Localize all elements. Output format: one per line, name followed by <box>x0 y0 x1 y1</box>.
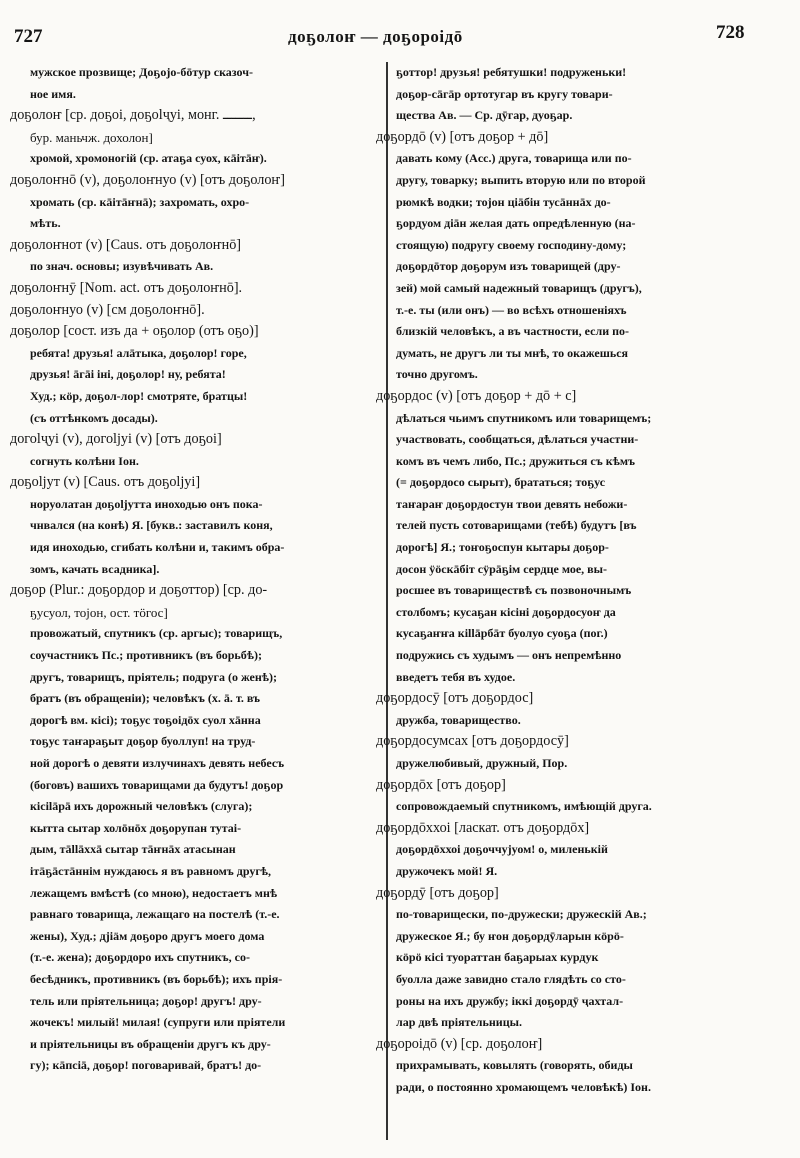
left-column <box>10 62 374 1077</box>
page-number-left: 727 <box>14 26 43 47</box>
text-line: согнуть колѣни Іон. <box>30 453 139 468</box>
headword-line: доҕолоҥнуо (v) [см доҕолоҥнō]. <box>10 301 205 318</box>
headword-line: доҕолоҥнō (v), доҕолоҥнуо (v) [отъ доҕолоҥ] <box>10 171 285 188</box>
text-line: близкій человѣкъ, а въ частности, если по- <box>396 324 630 339</box>
text-line: друзья! āгāі іні, доҕолор! ну, ребята! <box>30 367 226 382</box>
text-line: тоҕус таҥараҕыт доҕор буоллуп! на труд- <box>30 734 256 749</box>
text-line: дорогѣ] Я.; тоҥоҕоспун кытары доҕор- <box>396 540 609 555</box>
text-line: идя иноходью, сгибать колѣни и, такимъ обра- <box>30 540 285 555</box>
text-line: телей пусть сотоварищами (тебѣ) будутъ [въ <box>396 518 637 533</box>
text-line: прихрамывать, ковылять (говорять, обиды <box>396 1058 633 1073</box>
text-line: зомъ, качать всадника]. <box>30 561 160 576</box>
text-line: роны на ихъ дружбу; іккі доҕордӯ ҷахтал- <box>396 993 624 1008</box>
headword-line: доҕоlјут (v) [Caus. отъ доҕоlјуі] <box>10 474 201 491</box>
text-line: братъ (въ обращеніи); человѣкъ (х. ā. т. въ <box>30 691 260 706</box>
text-line: провожатый, спутникъ (ср. аргыс); товарищъ, <box>30 626 283 641</box>
text-line: точно другомъ. <box>396 367 478 382</box>
text-line: кытта сытар холōнōх доҕорупан тутаі- <box>30 820 242 835</box>
headword-line: догоlҷуі (v), догоlјуі (v) [отъ доҕоі] <box>10 431 222 448</box>
text-line: другу, товарку; выпить вторую или по второй <box>396 172 646 187</box>
text-line: дружба, товарищество. <box>396 712 521 727</box>
text-line: комъ въ чемъ либо, Пс.; дружиться съ кѣмъ <box>396 453 635 468</box>
text-line: досон ӱӧскāбіт сӱрāҕім сердце мое, вы- <box>396 561 608 576</box>
right-column <box>376 62 758 1099</box>
text-line: ребята! друзья! алāтыка, доҕолор! горе, <box>30 345 247 360</box>
text-line: Худ.; кӧр, доҕол-лор! смотряте, братцы! <box>30 388 248 403</box>
headword-line: доҕор (Plur.: доҕордор и доҕоттор) [ср. до- <box>10 582 268 599</box>
text-line: лар двѣ пріятельницы. <box>396 1015 522 1030</box>
text-line: дружочекъ мой! Я. <box>396 863 498 878</box>
headword-line: доҕордōх [отъ доҕор] <box>376 776 506 793</box>
headword-line: доҕолор [сост. изъ да + оҕолор (отъ оҕо)] <box>10 323 259 340</box>
text-line: доҕордōххоі доҕоччујуом! о, миленькій <box>396 842 608 857</box>
text-line: дружелюбивый, дружный, Пор. <box>396 756 568 770</box>
text-line: чнвался (на конѣ) Я. [букв.: заставилъ коня, <box>30 518 273 533</box>
text-line: (съ оттѣнкомъ досады). <box>30 410 158 425</box>
text-line: бур. маньчж. дохолон] <box>30 129 153 145</box>
text-line: сопровождаемый спутникомъ, имѣющій друга. <box>396 799 652 814</box>
text-line: ное имя. <box>30 86 76 101</box>
text-line: соучастникъ Пс.; противникъ (въ борьбѣ); <box>30 648 262 663</box>
text-line: кӧрӧ кісі туораттан баҕарыах курдук <box>396 950 599 965</box>
text-line: зей) мой самый надежный товарищъ (другъ), <box>396 280 642 295</box>
headword-line: доҕолоҥнӯ [Nom. act. отъ доҕолоҥнō]. <box>10 279 243 296</box>
text-line: и пріятельницы въ обращеніи другъ къ дру- <box>30 1036 271 1051</box>
text-line: стоящую) подругу своему господину-дому; <box>396 237 627 252</box>
headword-line: доҕороідō (v) [ср. доҕолоҥ] <box>376 1035 543 1052</box>
text-line: введетъ тебя въ худое. <box>396 669 516 684</box>
text-line: т.-е. ты (или онъ) — во всѣхъ отношеніяхъ <box>396 302 627 317</box>
headword-line: доҕордō (v) [отъ доҕор + дō] <box>376 128 549 145</box>
text-line: ҕордуом діāн желая дать опредѣленную (на- <box>396 216 636 231</box>
text-line: по знач. основы; изувѣчивать Ав. <box>30 259 214 274</box>
text-line: тель или пріятельница; доҕор! другъ! дру- <box>30 993 262 1008</box>
text-line: подружись съ худымъ — онъ непремѣнно <box>396 648 622 663</box>
text-line: ҕоттор! друзья! ребятушки! подруженьки! <box>396 65 627 79</box>
text-line: жочекъ! милый! милая! (супруги или пріятели <box>30 1015 286 1030</box>
page-header <box>0 22 800 62</box>
headword-line: доҕордōххоі [ласкат. отъ доҕордōх] <box>376 819 590 836</box>
text-line: (= доҕордосо сырыт), брататься; тоҕус <box>396 475 606 490</box>
headword-line: доҕордосӯ [отъ доҕордос] <box>376 690 534 707</box>
text-line: по-товарищески, по-дружески; дружескій Ав.; <box>396 907 647 922</box>
text-line: участвовать, сообщаться, дѣлаться участни- <box>396 432 639 447</box>
text-line: ради, о постоянно хромающемъ человѣкѣ) Іон. <box>396 1079 651 1094</box>
running-title: доҕолоҥ — доҕороідō <box>288 27 463 46</box>
headword-line: доҕордос (v) [отъ доҕор + дō + с] <box>376 387 577 404</box>
text-line: дружеское Я.; бу ҥон доҕордӯларын кӧрӧ- <box>396 928 624 943</box>
text-line: щества Ав. — Ср. дӯгар, дуоҕар. <box>396 108 573 123</box>
text-line: гу); кāпсіā, доҕор! поговаривай, братъ! до- <box>30 1058 262 1073</box>
headword-line: доҕолоҥнот (v) [Caus. отъ доҕолоҥнō] <box>10 236 242 253</box>
headword-line: доҕолоҥ [ср. доҕоі, доҕоlҷуі, монг. ـــــــ, <box>10 107 256 124</box>
text-line: росшее въ товариществѣ съ позвоночнымъ <box>396 583 632 598</box>
text-line: мужское прозвище; Доҕојо-бōтур сказоч- <box>30 65 254 79</box>
text-line: кісіlāрā ихъ дорожный человѣкъ (слуга); <box>30 799 253 814</box>
text-line: доҕор-сāгāр ортотугар въ кругу товари- <box>396 86 613 101</box>
text-line: хромать (ср. кāітāҥнā); захромать, охро- <box>30 194 250 209</box>
text-line: хромой, хромоногій (ср. атаҕа суох, кāітāҥ). <box>30 151 267 166</box>
text-line: мѣть. <box>30 216 61 231</box>
text-line: (т.-е. жена); доҕордоро ихъ спутникъ, со- <box>30 950 250 965</box>
text-line: ной дорогѣ о девяти излучинахъ девять небесъ <box>30 756 285 770</box>
text-line: равнаго товарища, лежащаго на постелѣ (т.-е. <box>30 907 280 922</box>
text-line: таҥараҥ доҕордостун твои девять небожи- <box>396 496 628 511</box>
headword-line: доҕордӯ [отъ доҕор] <box>376 884 499 901</box>
text-line: ҕусуол, тојон, ост. тӧгос] <box>30 604 168 620</box>
text-line: жены), Худ.; дјіӓм доҕоро другъ моего дома <box>30 928 265 943</box>
text-line: другъ, товарищъ, пріятель; подруга (о женѣ); <box>30 669 277 684</box>
text-line: думать, не другъ ли ты мнѣ, то окажешься <box>396 345 629 360</box>
text-line: ітāҕāстāннім нуждаюсь я въ равномъ другѣ, <box>30 863 271 878</box>
text-line: (боговъ) вашихъ товарищами да будутъ! доҕор <box>30 777 284 792</box>
text-line: давать кому (Acc.) друга, товарища или по- <box>396 151 632 166</box>
text-line: дым, тāllāххā сытар тāҥнāх атасынан <box>30 842 236 857</box>
text-line: бесѣдникъ, противникъ (въ борьбѣ); ихъ прія- <box>30 971 283 986</box>
text-line: кусаҕаҥҥа кіllāрбāт буолуо суоҕа (пог.) <box>396 626 608 641</box>
text-line: рюмкѣ водки; тојон ціāбін тусāннāх до- <box>396 194 611 209</box>
text-line: доҕордōтор доҕорум изъ товарищей (дру- <box>396 259 621 274</box>
text-line: столбомъ; кусаҕан кісіні доҕордосуоҥ да <box>396 604 616 619</box>
text-line: лежащемъ вмѣстѣ (со мною), недостаетъ мнѣ <box>30 885 278 900</box>
headword-line: доҕордосумсах [отъ доҕордосӯ] <box>376 733 569 750</box>
text-line: дорогѣ вм. кісі); тоҕус тоҕоідōх суол хāнна <box>30 712 261 727</box>
text-line: дѣлаться чьимъ спутникомъ или товарищемъ; <box>396 410 652 425</box>
text-line: буолла даже завидно стало глядѣть со сто- <box>396 971 626 986</box>
text-line: норуолатан доҕоlјутта иноходью онъ пока- <box>30 496 263 511</box>
page-number-right: 728 <box>716 22 745 43</box>
